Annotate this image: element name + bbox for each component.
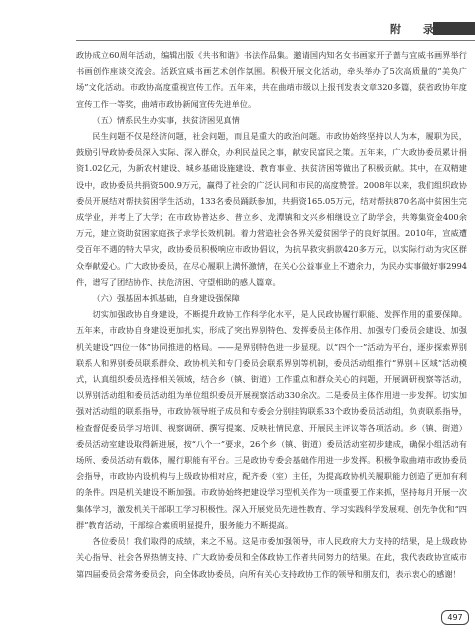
header-rule xyxy=(76,40,475,41)
page-number: 497 xyxy=(441,610,469,625)
paragraph-1: 政协成立60周年活动，编辑出版《共书和谐》书法作品集。邀请国内知名女书画家开子蔷与宜威书画界举行书画创作座谈交流会。活跃宜威书画艺术创作氛围。积极开展文化活动，牵头举办了5次高质量的“美奂广场”文化活动。市政协高度重视宣传工作。五年来，共在曲靖市级以上报刊发表文章320多篇，获省政协年度宣传工作一等奖，曲靖市政协新闻宣传先进单位。 xyxy=(76,50,467,109)
paragraph-4: 各位委员！我们取得的成绩，来之不易。这是市委加强领导，市人民政府大力支持的结果，是上级政协关心指导、社会各界热情支持、广大政协委员和全体政协工作者共同努力的结果。在此，我代表政协宣威市第四届委员会常务委员会，向全体政协委员，向所有关心支持政协工作的领导和朋友们，表示衷心的感谢！ xyxy=(76,536,467,579)
header-title: 附 录 xyxy=(390,23,443,36)
page-body xyxy=(76,47,467,582)
running-header xyxy=(0,0,475,48)
paragraph-2: 民生问题不仅是经济问题，社会问题，而且是重大的政治问题。市政协始终坚持以人为本，履职为民，鼓励引导政协委员深入实际、深入群众，办利民益民之事，献安民富民之策。五年来，广大政协委员累计捐资1.02亿元，为新农村建设、城乡基础设施建设、教育事业、扶贫济困等做出了积极贡献。其中，在双精建设中，政协委员共捐资500.9万元，赢得了社会的广泛认同和市民的高度赞誉。2008年以来，我们组织政协委员开展结对帮扶贫困学生活动，133名委员踊跃参加，共捐资165.05万元，结对帮扶870名高中贫困生完成学业，并考上了大学；在市政协普达乡、普立乡、龙潭镇和文兴乡相继设立了助学会，共筹集资金400余万元，建立资助贫困家庭孩子求学长效机制。着力营造社会各界关爱贫困学子的良好氛围。2010年，宣威遭受百年不遇的特大旱灾，政协委员积极响应市政协倡议，为抗旱救灾捐款420多万元，以实际行动为灾区群众奉献爱心。广大政协委员，在尽心履职上满怀激情，在关心公益事业上不遗余力，为民办实事做好事2994件，谱写了团结协作、扶危济困、守望相助的感人篇章。 xyxy=(76,131,467,287)
section-heading-5: （五）情系民生办实事，扶贫济困见真情 xyxy=(92,114,240,125)
paragraph-3: 切实加强政协自身建设，不断提升政协工作科学化水平，是人民政协履行职能、发挥作用的重要保障。五年来，市政协自身建设更加扎实，形成了突出界别特色、发挥委员主体作用、加强专门委员会建设、加强机关建设“四位一体”协同推进的格局。——是界别特色进一步显现。以“四个一”活动为平台，逐步探索界别联系人和界别委员联系群众、政协机关和专门委员会联系界别等机制，委员活动组推行“界别＋区域”活动模式，认真组织委员选择相关领域，结合乡（镇、街道）工作重点和群众关心的问题，开展调研视察等活动，以界别活动组和委员活动组为单位组织委员开展视察活动330余次。二是委员主体作用进一步发挥。切实加强对活动组的联系指导，市政协领导班子成员和专委会分别挂钩联系33个政协委员活动组，负责联系指导，检查督促委员学习培训、视察调研、撰写提案、反映社情民意、开展民主评议等各项活动。乡（镇、街道）委员活动室建设取得新进展，按“八个一”要求，26个乡（镇、街道）委员活动室初步建成，确保小组活动有场所、委员活动有载体，履行职能有平台。三是政协专委会基础作用进一步发挥。积极争取曲靖市政协委员会指导，市政协内设机构与上级政协相对应，配齐委（室）主任，为提高政协机关履职能力创造了更加有利的条件。四是机关建设不断加强。市政协始终把建设学习型机关作为一项重要工作来抓，坚持每月开展一次集体学习，激发机关干部职工学习积极性。深入开展党员先进性教育、学习实践科学发展观、创先争优和“四群”教育活动，干部综合素质明显提升，服务能力不断提高。 xyxy=(76,309,467,530)
section-heading-6: （六）强基固本抓基础，自身建设强保障 xyxy=(92,293,240,304)
